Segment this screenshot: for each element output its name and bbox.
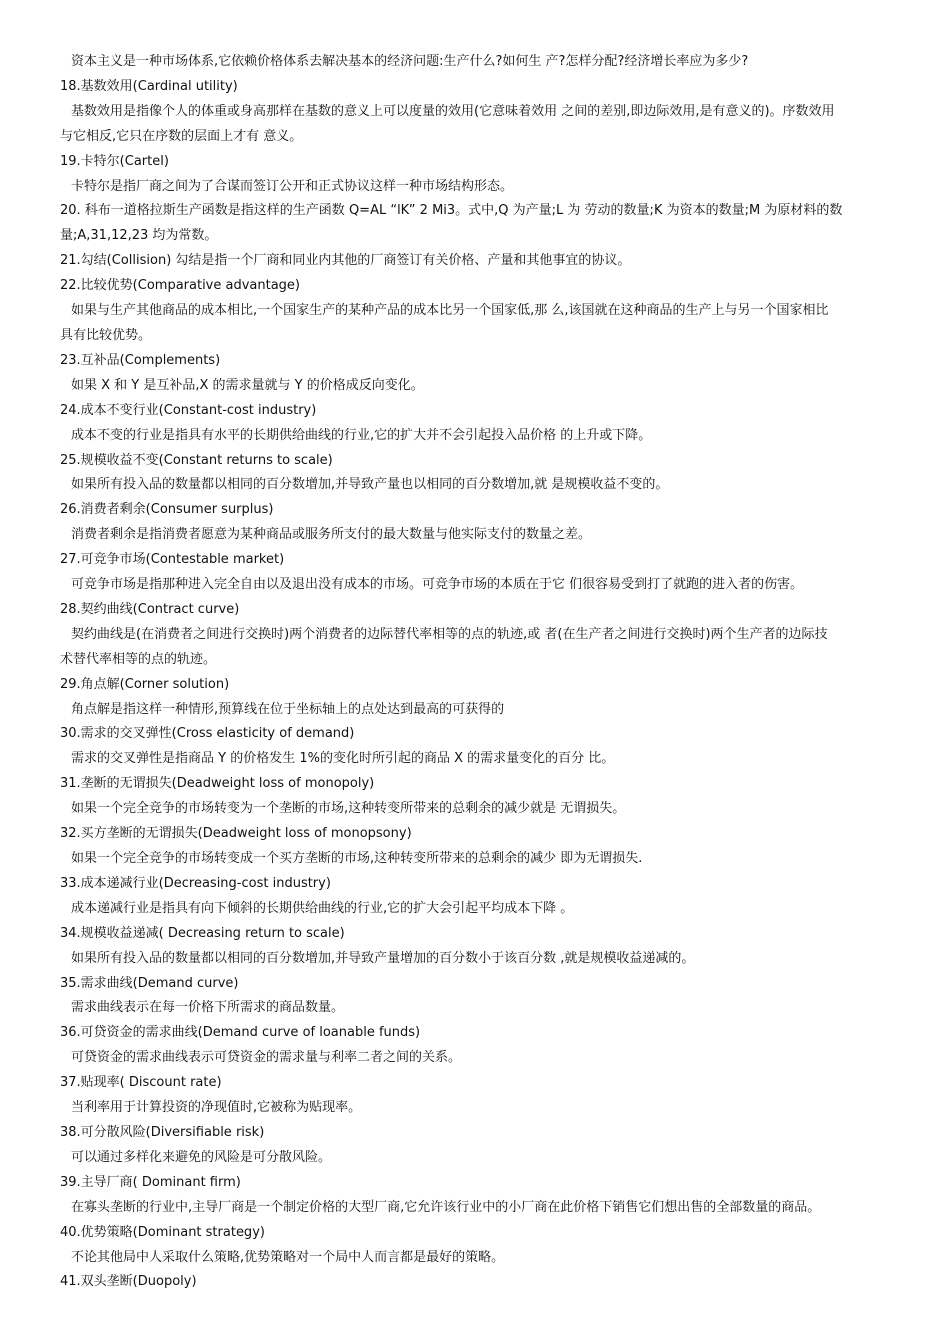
definition-text-line: 基数效用是指像个人的体重或身高那样在基数的意义上可以度量的效用(它意味着效用 之间的差别,即边际效用,是有意义的)。序数效用 bbox=[71, 103, 835, 119]
term-heading-line: 33.成本递减行业(Decreasing-cost industry) bbox=[60, 875, 331, 891]
definition-text-line: 成本不变的行业是指具有水平的长期供给曲线的行业,它的扩大并不会引起投入品价格 的上升或下降。 bbox=[71, 427, 652, 443]
definition-text-line: 如果所有投入品的数量都以相同的百分数增加,并导致产量增加的百分数小于该百分数 ,就是规模收益递减的。 bbox=[71, 950, 695, 966]
definition-text-line: 如果所有投入品的数量都以相同的百分数增加,并导致产量也以相同的百分数增加,就 是规模收益不变的。 bbox=[71, 477, 669, 493]
term-heading-line: 37.贴现率( Discount rate) bbox=[60, 1075, 222, 1091]
definition-text-line: 契约曲线是(在消费者之间进行交换时)两个消费者的边际替代率相等的点的轨迹,或 者(在生产者之间进行交换时)两个生产者的边际技 bbox=[71, 626, 828, 642]
term-heading-line: 32.买方垄断的无谓损失(Deadweight loss of monopsony) bbox=[60, 826, 412, 842]
definition-text-line: 如果一个完全竞争的市场转变为一个垄断的市场,这种转变所带来的总剩余的减少就是 无谓损失。 bbox=[71, 801, 626, 817]
definition-text-line: 成本递减行业是指具有向下倾斜的长期供给曲线的行业,它的扩大会引起平均成本下降 。 bbox=[71, 900, 574, 916]
term-heading-line: 20. 科布一道格拉斯生产函数是指这样的生产函数 Q=AL “lK” 2 Mi3。式中,Q 为产量;L 为 劳动的数量;K 为资本的数量;M 为原材料的数 bbox=[60, 203, 843, 219]
definition-text-line: 需求的交叉弹性是指商品 Y 的价格发生 1%的变化时所引起的商品 X 的需求量变化的百分 比。 bbox=[71, 751, 615, 767]
term-heading-line: 25.规模收益不变(Constant returns to scale) bbox=[60, 452, 333, 468]
term-heading-line: 30.需求的交叉弹性(Cross elasticity of demand) bbox=[60, 726, 355, 742]
definition-text-line: 可竞争市场是指那种进入完全自由以及退出没有成本的市场。可竞争市场的本质在于它 们很容易受到打了就跑的进入者的伤害。 bbox=[71, 577, 804, 593]
term-heading-line: 36.可贷资金的需求曲线(Demand curve of loanable funds) bbox=[60, 1025, 421, 1041]
definition-text-line: 如果与生产其他商品的成本相比,一个国家生产的某种产品的成本比另一个国家低,那 么,该国就在这种商品的生产上与另一个国家相比 bbox=[71, 303, 829, 319]
term-heading-line: 40.优势策略(Dominant strategy) bbox=[60, 1224, 265, 1240]
term-heading-line: 31.垄断的无谓损失(Deadweight loss of monopoly) bbox=[60, 776, 375, 792]
term-heading-line: 术替代率相等的点的轨迹。 bbox=[60, 651, 217, 667]
term-heading-line: 27.可竞争市场(Contestable market) bbox=[60, 552, 285, 568]
definition-text-line: 可以通过多样化来避免的风险是可分散风险。 bbox=[71, 1149, 332, 1165]
term-heading-line: 22.比较优势(Comparative advantage) bbox=[60, 278, 301, 294]
term-heading-line: 24.成本不变行业(Constant-cost industry) bbox=[60, 402, 317, 418]
term-heading-line: 38.可分散风险(Diversifiable risk) bbox=[60, 1124, 265, 1140]
term-heading-line: 28.契约曲线(Contract curve) bbox=[60, 601, 240, 617]
term-heading-line: 39.主导厂商( Dominant firm) bbox=[60, 1174, 241, 1190]
definition-text-line: 卡特尔是指厂商之间为了合谋而签订公开和正式协议这样一种市场结构形态。 bbox=[71, 178, 514, 194]
definition-text-line: 角点解是指这样一种情形,预算线在位于坐标轴上的点处达到最高的可获得的 bbox=[71, 701, 505, 717]
term-heading-line: 19.卡特尔(Cartel) bbox=[60, 153, 169, 169]
term-heading-line: 18.基数效用(Cardinal utility) bbox=[60, 78, 238, 94]
definition-text-line: 如果 X 和 Y 是互补品,X 的需求量就与 Y 的价格成反向变化。 bbox=[71, 377, 424, 393]
term-heading-line: 29.角点解(Corner solution) bbox=[60, 676, 230, 692]
term-heading-line: 41.双头垄断(Duopoly) bbox=[60, 1274, 197, 1290]
definition-text-line: 可贷资金的需求曲线表示可贷资金的需求量与利率二者之间的关系。 bbox=[71, 1050, 462, 1066]
term-heading-line: 量;A,31,12,23 均为常数。 bbox=[60, 228, 218, 244]
term-heading-line: 35.需求曲线(Demand curve) bbox=[60, 975, 239, 991]
term-heading-line: 与它相反,它只在序数的层面上才有 意义。 bbox=[60, 128, 303, 144]
definition-text-line: 在寡头垄断的行业中,主导厂商是一个制定价格的大型厂商,它允许该行业中的小厂商在此价格下销售它们想出售的全部数量的商品。 bbox=[71, 1199, 821, 1215]
term-heading-line: 26.消费者剩余(Consumer surplus) bbox=[60, 502, 274, 518]
definition-text-line: 不论其他局中人采取什么策略,优势策略对一个局中人而言都是最好的策略。 bbox=[71, 1249, 505, 1265]
term-heading-line: 34.规模收益递减( Decreasing return to scale) bbox=[60, 925, 345, 941]
definition-text-line: 当利率用于计算投资的净现值时,它被称为贴现率。 bbox=[71, 1100, 362, 1116]
definition-text-line: 资本主义是一种市场体系,它依赖价格体系去解决基本的经济问题:生产什么?如何生 产?怎样分配?经济增长率应为多少? bbox=[71, 54, 749, 69]
definition-text-line: 消费者剩余是指消费者愿意为某种商品或服务所支付的最大数量与他实际支付的数量之差。 bbox=[71, 527, 592, 543]
definition-text-line: 如果一个完全竞争的市场转变成一个买方垄断的市场,这种转变所带来的总剩余的减少 即为无谓损失. bbox=[71, 851, 643, 866]
definition-text-line: 需求曲线表示在每一价格下所需求的商品数量。 bbox=[71, 1000, 345, 1016]
term-heading-line: 23.互补品(Complements) bbox=[60, 352, 221, 368]
term-heading-line: 21.勾结(Collision) 勾结是指一个厂商和同业内其他的厂商签订有关价格、产量和其他事宜的协议。 bbox=[60, 253, 631, 269]
term-heading-line: 具有比较优势。 bbox=[60, 327, 152, 343]
